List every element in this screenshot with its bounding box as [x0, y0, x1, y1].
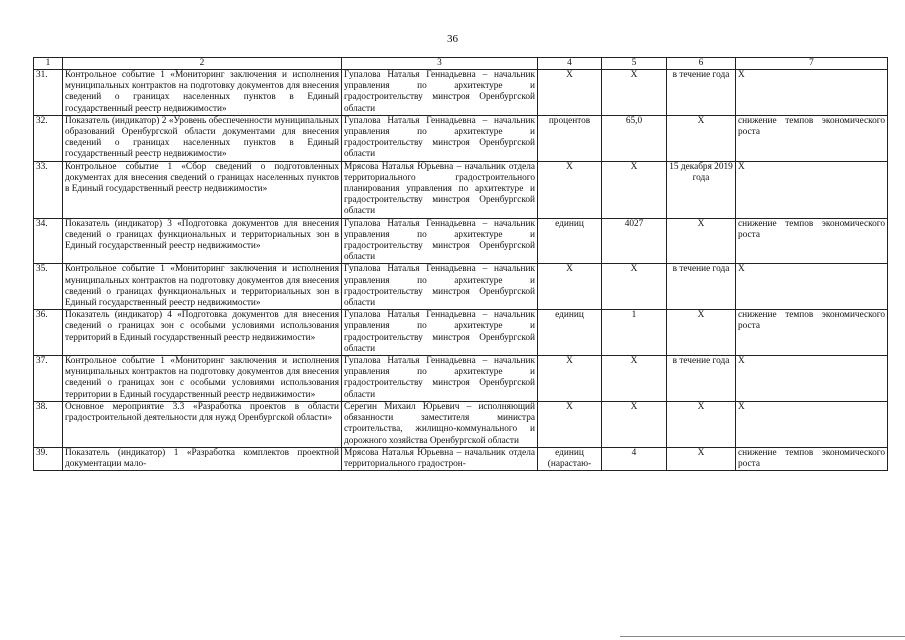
col-header-1: 1: [34, 58, 63, 70]
responsible-person: Гупалова Наталья Геннадьевна – начальник управления по архитектуре и градостроительству минстроя Оренбургской области: [342, 310, 538, 356]
col-header-3: 3: [342, 58, 538, 70]
row-number: 38.: [34, 401, 63, 447]
row-number: 36.: [34, 310, 63, 356]
event-name: Контрольное событие 1 «Мониторинг заключения и исполнения муниципальных контрактов на подготовку документов для внесения сведений о границах зон с особыми условиями использования территории в Единый государственный реестр недвижимости»: [63, 356, 342, 402]
row-number: 32.: [34, 115, 63, 161]
unit-cell: X: [538, 264, 602, 310]
event-name: Показатель (индикатор) 1 «Разработка комплектов проектной документации мало-: [63, 447, 342, 470]
result-cell: X: [736, 161, 888, 218]
term-cell: X: [667, 401, 736, 447]
unit-cell: X: [538, 161, 602, 218]
event-name: Контрольное событие 1 «Мониторинг заключения и исполнения муниципальных контрактов на подготовку документов для внесения сведений о границах населенных пунктов в Единый государственный реестр недвижимости»: [63, 70, 342, 116]
event-name: Контрольное событие 1 «Мониторинг заключения и исполнения муниципальных контрактов на подготовку документов для внесения сведений о границах функциональных и территориальных зон в Единый государственный реестр недвижимости»: [63, 264, 342, 310]
unit-cell: X: [538, 401, 602, 447]
table-row: [34, 70, 888, 116]
event-name: Контрольное событие 1 «Сбор сведений о подготовленных документах для внесения сведений о границах населенных пунктов в Единый государственный реестр недвижимости»: [63, 161, 342, 218]
row-number: 33.: [34, 161, 63, 218]
responsible-person: Гупалова Наталья Геннадьевна – начальник управления по архитектуре и градостроительству минстроя Оренбургской области: [342, 264, 538, 310]
col-header-7: 7: [736, 58, 888, 70]
value-cell: 4: [602, 447, 667, 470]
result-cell: X: [736, 264, 888, 310]
value-cell: 4027: [602, 218, 667, 264]
unit-cell: процентов: [538, 115, 602, 161]
term-cell: в течение года: [667, 70, 736, 116]
table-row: [34, 401, 888, 447]
col-header-6: 6: [667, 58, 736, 70]
table-row: [34, 115, 888, 161]
responsible-person: Гупалова Наталья Геннадьевна – начальник управления по архитектуре и градостроительству минстроя Оренбургской области: [342, 115, 538, 161]
col-header-2: 2: [63, 58, 342, 70]
row-number: 34.: [34, 218, 63, 264]
responsible-person: Мрясова Наталья Юрьевна – начальник отдела территориального градостроительного планирования управления по архитектуре и градостроительству минстроя Оренбургской области: [342, 161, 538, 218]
result-cell: X: [736, 70, 888, 116]
table-row: [34, 218, 888, 264]
result-cell: снижение темпов экономического роста: [736, 447, 888, 470]
row-number: 35.: [34, 264, 63, 310]
term-cell: X: [667, 310, 736, 356]
header-row: [34, 58, 888, 70]
result-cell: снижение темпов экономического роста: [736, 310, 888, 356]
result-cell: X: [736, 356, 888, 402]
term-cell: в течение года: [667, 356, 736, 402]
result-cell: снижение темпов экономического роста: [736, 115, 888, 161]
table-row: [34, 161, 888, 218]
term-cell: 15 декабря 2019 года: [667, 161, 736, 218]
unit-cell: единиц: [538, 218, 602, 264]
event-name: Показатель (индикатор) 2 «Уровень обеспеченности муниципальных образований Оренбургской области документами для внесения сведений о границах населенных пунктов в Единый государственный реестр недвижимости»: [63, 115, 342, 161]
unit-cell: единиц: [538, 310, 602, 356]
responsible-person: Серегин Михаил Юрьевич – исполняющий обязанности заместителя министра строительства, жилищно-коммунального и дорожного хозяйства Оренбургской области: [342, 401, 538, 447]
responsible-person: Гупалова Наталья Геннадьевна – начальник управления по архитектуре и градостроительству минстроя Оренбургской области: [342, 356, 538, 402]
value-cell: 65,0: [602, 115, 667, 161]
event-name: Основное мероприятие 3.3 «Разработка проектов в области градостроительной деятельности для нужд Оренбургской области»: [63, 401, 342, 447]
row-number: 31.: [34, 70, 63, 116]
col-header-4: 4: [538, 58, 602, 70]
term-cell: X: [667, 447, 736, 470]
value-cell: X: [602, 70, 667, 116]
row-number: 39.: [34, 447, 63, 470]
col-header-5: 5: [602, 58, 667, 70]
term-cell: в течение года: [667, 264, 736, 310]
row-number: 37.: [34, 356, 63, 402]
result-cell: снижение темпов экономического роста: [736, 218, 888, 264]
value-cell: X: [602, 161, 667, 218]
result-cell: X: [736, 401, 888, 447]
table-row: [34, 264, 888, 310]
value-cell: X: [602, 401, 667, 447]
value-cell: X: [602, 264, 667, 310]
plan-table: [33, 57, 888, 471]
unit-cell: X: [538, 356, 602, 402]
table-row: [34, 447, 888, 470]
event-name: Показатель (индикатор) 4 «Подготовка документов для внесения сведений о границах зон с особыми условиями использования территорий в Единый государственный реестр недвижимости»: [63, 310, 342, 356]
term-cell: X: [667, 115, 736, 161]
event-name: Показатель (индикатор) 3 «Подготовка документов для внесения сведений о границах функциональных и территориальных зон в Единый государственный реестр недвижимости»: [63, 218, 342, 264]
term-cell: X: [667, 218, 736, 264]
responsible-person: Мрясова Наталья Юрьевна – начальник отдела территориального градострон-: [342, 447, 538, 470]
table-row: [34, 310, 888, 356]
value-cell: 1: [602, 310, 667, 356]
table-row: [34, 356, 888, 402]
responsible-person: Гупалова Наталья Геннадьевна – начальник управления по архитектуре и градостроительству минстроя Оренбургской области: [342, 70, 538, 116]
page-number: 36: [447, 33, 458, 45]
responsible-person: Гупалова Наталья Геннадьевна – начальник управления по архитектуре и градостроительству минстроя Оренбургской области: [342, 218, 538, 264]
unit-cell: единиц (нарастаю-: [538, 447, 602, 470]
page-bottom-rule: [620, 636, 905, 637]
value-cell: X: [602, 356, 667, 402]
unit-cell: X: [538, 70, 602, 116]
